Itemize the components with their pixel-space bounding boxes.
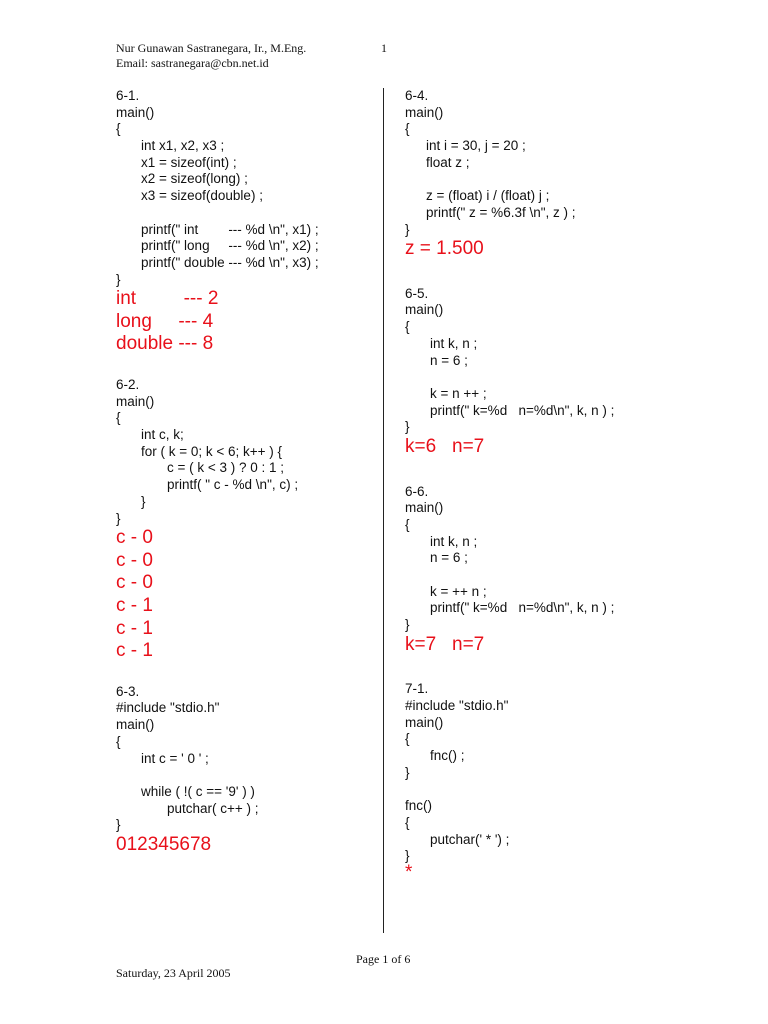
code-line: int x1, x2, x3 ; xyxy=(141,138,225,154)
code-line xyxy=(405,369,614,386)
right-column xyxy=(405,88,614,881)
code-line: } xyxy=(405,848,410,864)
output-line: c - 0 xyxy=(116,572,153,594)
exercise-title: 6-3. xyxy=(116,683,140,699)
code-line: { xyxy=(405,319,410,335)
output-line: 012345678 xyxy=(116,833,212,855)
footer-date: Saturday, 23 April 2005 xyxy=(116,966,231,980)
output-line: int --- 2 xyxy=(116,288,219,310)
code-line: } xyxy=(116,271,121,287)
code-line: { xyxy=(405,731,410,747)
code-line xyxy=(405,171,614,188)
code-line: { xyxy=(405,516,410,532)
code-line: main() xyxy=(405,302,444,318)
output-line: z = 1.500 xyxy=(405,238,484,260)
output-line: k=7 n=7 xyxy=(405,633,485,655)
code-line: main() xyxy=(405,714,444,730)
code-line: printf(" long --- %d \n", x2) ; xyxy=(141,238,319,254)
code-line: int k, n ; xyxy=(430,533,478,549)
code-line: { xyxy=(405,121,410,137)
code-line xyxy=(116,767,319,784)
code-line: { xyxy=(405,814,410,830)
code-line: printf(" k=%d n=%d\n", k, n ) ; xyxy=(430,600,615,616)
code-line: } xyxy=(405,617,410,633)
code-line: int c, k; xyxy=(141,427,184,443)
exercise-6-4 xyxy=(405,88,614,261)
code-line: int k, n ; xyxy=(430,335,478,351)
output-line: long --- 4 xyxy=(116,310,214,332)
author-email: Email: sastranegara@cbn.net.id xyxy=(116,56,269,70)
code-line: } xyxy=(116,510,121,526)
exercise-title: 6-5. xyxy=(405,285,429,301)
exercise-6-3 xyxy=(116,684,319,857)
code-line: int i = 30, j = 20 ; xyxy=(426,138,526,154)
code-line: printf(" z = %6.3f \n", z ) ; xyxy=(426,204,576,220)
code-line: main() xyxy=(116,393,155,409)
code-line: { xyxy=(116,733,121,749)
output-line: double --- 8 xyxy=(116,333,214,355)
code-line: n = 6 ; xyxy=(430,550,468,566)
exercise-title: 6-6. xyxy=(405,483,429,499)
exercise-6-2 xyxy=(116,377,319,663)
output-line: c - 0 xyxy=(116,527,153,549)
code-line: } xyxy=(405,419,410,435)
exercise-7-1 xyxy=(405,681,614,881)
code-line: k = ++ n ; xyxy=(430,583,487,599)
output-line: * xyxy=(405,861,413,883)
code-line: z = (float) i / (float) j ; xyxy=(426,188,550,204)
code-line xyxy=(405,781,614,798)
code-line: #include "stdio.h" xyxy=(116,700,220,716)
code-line: for ( k = 0; k < 6; k++ ) { xyxy=(141,443,283,459)
code-line: n = 6 ; xyxy=(430,352,468,368)
code-line: #include "stdio.h" xyxy=(405,698,509,714)
code-line: fnc() xyxy=(405,798,432,814)
code-line xyxy=(405,567,614,584)
exercise-title: 7-1. xyxy=(405,681,429,697)
code-line: printf(" double --- %d \n", x3) ; xyxy=(141,254,319,270)
code-line: printf(" int --- %d \n", x1) ; xyxy=(141,221,319,237)
exercise-6-6 xyxy=(405,484,614,657)
code-line: while ( !( c == '9' ) ) xyxy=(141,783,255,799)
code-line: fnc() ; xyxy=(430,748,465,764)
code-line: { xyxy=(116,410,121,426)
code-line: printf( " c - %d \n", c) ; xyxy=(167,477,299,493)
left-column xyxy=(116,88,319,857)
code-line: } xyxy=(141,493,146,509)
column-divider xyxy=(383,88,384,933)
code-line: } xyxy=(405,764,410,780)
author-name: Nur Gunawan Sastranegara, Ir., M.Eng. xyxy=(116,41,307,55)
page-of-label: Page 1 of 6 xyxy=(356,952,411,966)
exercise-6-5 xyxy=(405,286,614,459)
code-line: x1 = sizeof(int) ; xyxy=(141,154,237,170)
code-line: printf(" k=%d n=%d\n", k, n ) ; xyxy=(430,402,615,418)
code-line: { xyxy=(116,121,121,137)
exercise-title: 6-1. xyxy=(116,88,140,103)
code-line: float z ; xyxy=(426,154,470,170)
code-line: main() xyxy=(116,104,155,120)
code-line: k = n ++ ; xyxy=(430,385,487,401)
exercise-title: 6-2. xyxy=(116,377,140,393)
code-line: } xyxy=(116,817,121,833)
code-line: } xyxy=(405,221,410,237)
code-line: main() xyxy=(405,500,444,516)
code-line: x3 = sizeof(double) ; xyxy=(141,188,263,204)
code-line: int c = ' 0 ' ; xyxy=(141,750,209,766)
exercise-title: 6-4. xyxy=(405,88,429,103)
code-line xyxy=(116,205,319,222)
code-line: main() xyxy=(405,104,444,120)
header-page-number: 1 xyxy=(381,41,387,55)
code-line: main() xyxy=(116,717,155,733)
code-line: putchar( c++ ) ; xyxy=(167,800,259,816)
code-line: putchar(' * ') ; xyxy=(430,831,510,847)
code-line: x2 = sizeof(long) ; xyxy=(141,171,248,187)
output-line: c - 1 xyxy=(116,617,153,639)
exercise-6-1 xyxy=(116,88,319,356)
output-line: k=6 n=7 xyxy=(405,435,485,457)
output-line: c - 1 xyxy=(116,640,153,662)
output-line: c - 0 xyxy=(116,549,153,571)
output-line: c - 1 xyxy=(116,595,153,616)
code-line: c = ( k < 3 ) ? 0 : 1 ; xyxy=(167,460,285,476)
